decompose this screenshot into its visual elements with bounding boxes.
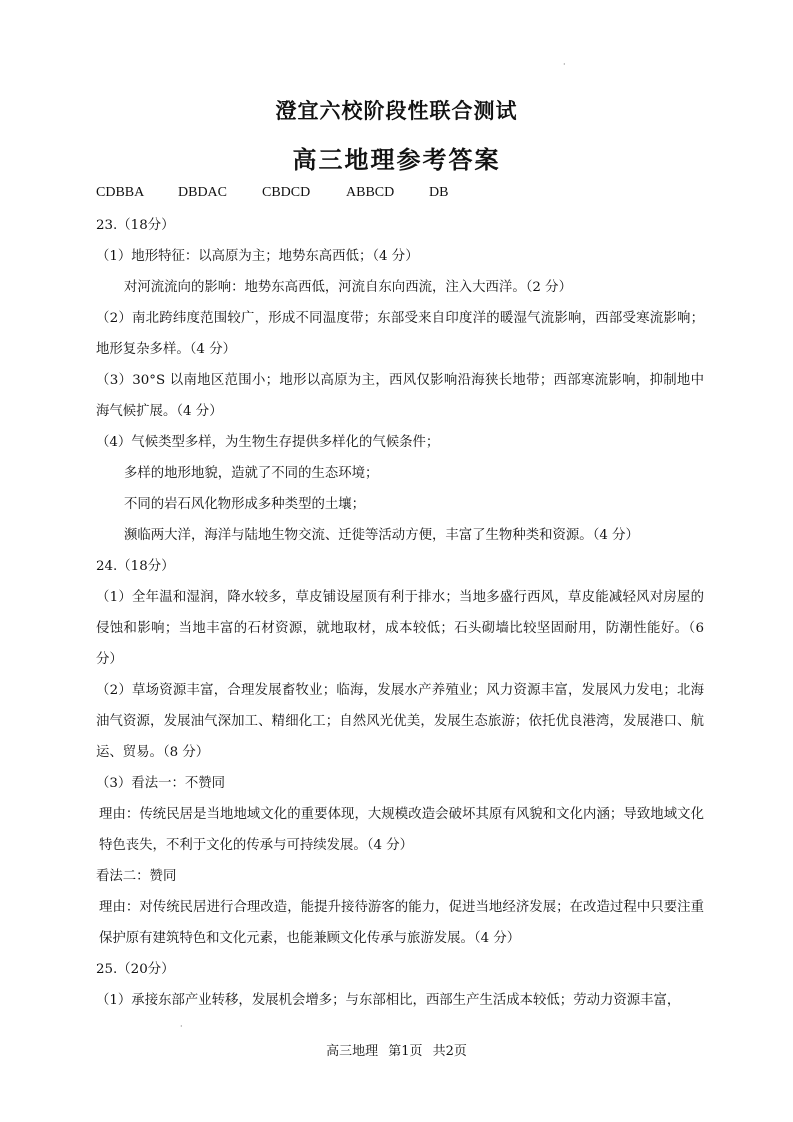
scan-speck: · [563,60,566,69]
q23-heading: 23.（18分） [96,218,175,233]
q24-heading: 24.（18分） [96,559,175,574]
q23-part2: （2）南北跨纬度范围较广，形成不同温度带；东部受来自印度洋的暖湿气流影响，西部受寒流影响；地形复杂多样。（4 分） [96,311,704,357]
q23-part4: （4）气候类型多样，为生物生存提供多样化的气候条件； [96,435,440,450]
q24-view2: 看法二：赞同 [96,869,177,884]
answer-group-2: DBDAC [178,185,228,200]
q23-part4-landform: 多样的地形地貌，造就了不同的生态环境； [124,466,379,481]
answer-group-5: DB [429,185,449,200]
q24-view1-reason: 理由：传统民居是当地地域文化的重要体现，大规模改造会破坏其原有风貌和文化内涵；导致地域文化特色丧失，不利于文化的传承与可持续发展。（4 分） [99,807,704,853]
q23-part4-soil: 不同的岩石风化物形成多种类型的土壤； [124,497,366,512]
scan-speck: · [180,1022,183,1031]
q23-part1-river: 对河流流向的影响：地势东高西低，河流自东向西流，注入大西洋。（2 分） [124,280,572,295]
q24-part2: （2）草场资源丰富，合理发展畜牧业；临海，发展水产养殖业；风力资源丰富，发展风力发电；北海油气资源，发展油气深加工、精细化工；自然风光优美，发展生态旅游；依托优良港湾，发展港口、航运、贸易。（8 分） [96,683,704,760]
answer-group-1: CDBBA [96,185,145,200]
answer-group-3: CBDCD [262,185,311,200]
document-title: 澄宜六校阶段性联合测试 [275,98,518,123]
answer-content [96,210,704,1016]
q23-part4-ocean: 濒临两大洋，海洋与陆地生物交流、迁徙等活动方便，丰富了生物种类和资源。（4 分） [124,528,639,543]
q24-part1: （1）全年温和湿润，降水较多，草皮铺设屋顶有利于排水；当地多盛行西风，草皮能减轻风对房屋的侵蚀和影响；当地丰富的石材资源，就地取材，成本较低；石头砌墙比较坚固耐用，防潮性能好。（6 分） [96,590,704,667]
answer-group-4: ABBCD [346,185,395,200]
q24-view2-reason: 理由：对传统民居进行合理改造，能提升接待游客的能力，促进当地经济发展；在改造过程中只要注重保护原有建筑特色和文化元素，也能兼顾文化传承与旅游发展。（4 分） [99,900,704,946]
document-subtitle: 高三地理参考答案 [292,145,501,174]
q23-part1: （1）地形特征：以高原为主；地势东高西低；（4 分） [96,249,419,264]
q25-heading: 25.（20分） [96,962,175,977]
q25-part1: （1）承接东部产业转移，发展机会增多；与东部相比，西部生产生活成本较低；劳动力资源丰富， [96,993,681,1008]
q23-part3: （3）30°S 以南地区范围小；地形以高原为主，西风仅影响沿海狭长地带；西部寒流影响，抑制地中海气候扩展。（4 分） [96,373,704,419]
page-footer: 高三地理 第1页 共2页 [326,1044,467,1059]
q24-part3: （3）看法一：不赞同 [96,776,226,791]
